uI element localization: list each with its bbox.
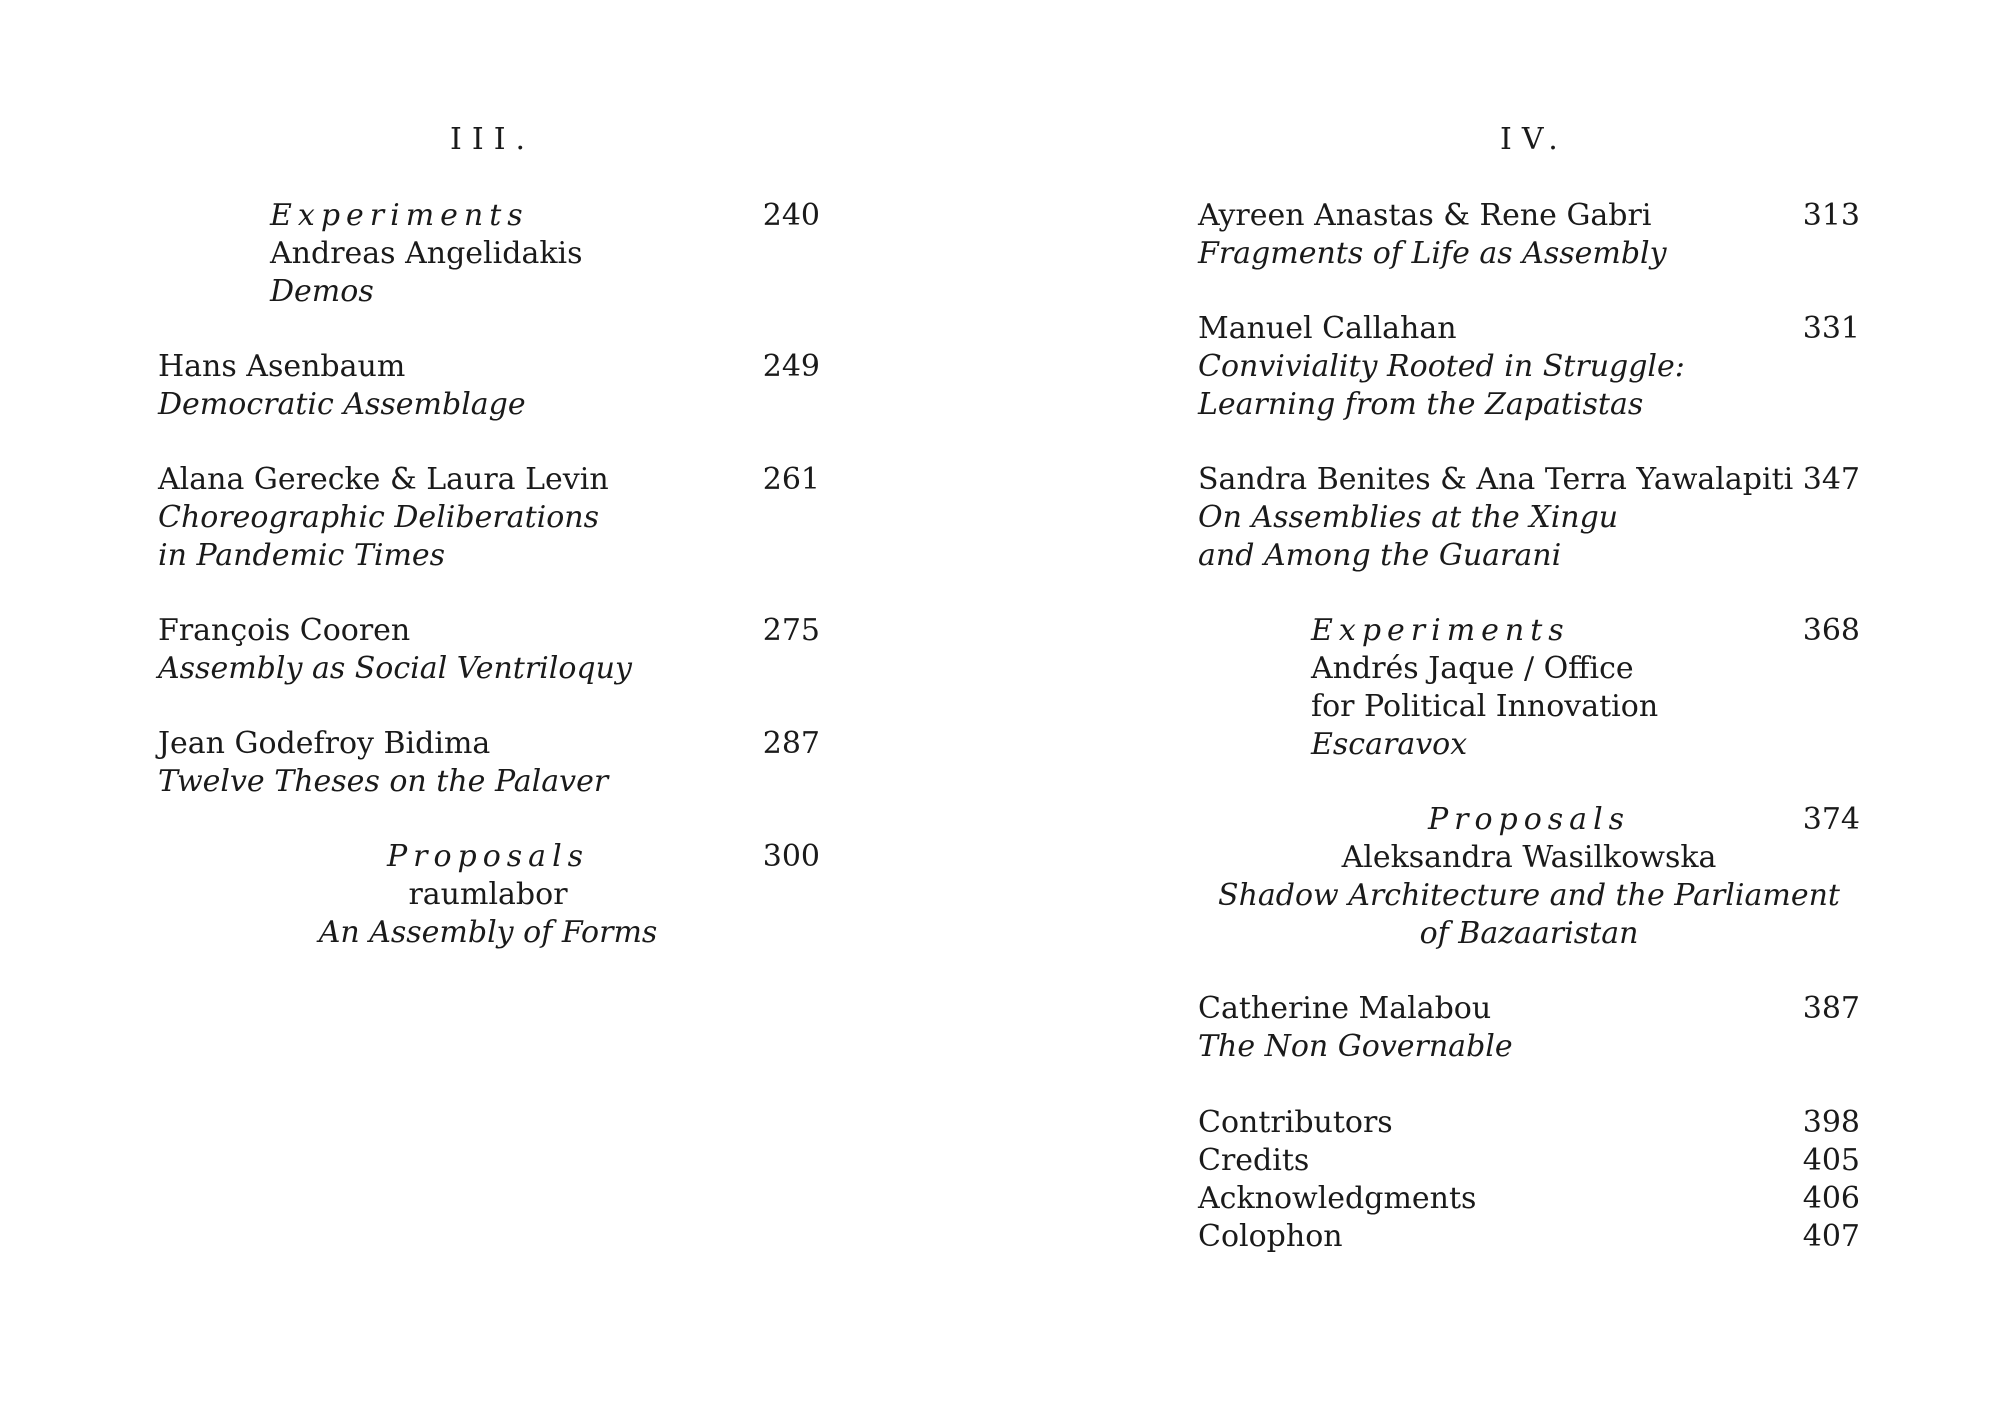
page-number: 407 (1802, 1219, 1860, 1254)
entry-title: Demos (270, 274, 374, 309)
toc-entry-experiments-jaque[interactable] (1311, 612, 1860, 764)
entry-title: Democratic Assemblage (158, 387, 526, 422)
entry-author: Andreas Angelidakis (270, 236, 583, 271)
section-label: Proposals (1427, 802, 1631, 837)
page-number: 249 (762, 349, 820, 384)
toc-entry-contributors[interactable] (1198, 1104, 1860, 1142)
entry-title: An Assembly of Forms (318, 915, 658, 950)
entry-author: Catherine Malabou (1198, 991, 1492, 1026)
toc-entry-asenbaum[interactable] (158, 348, 820, 424)
page-number: 387 (1802, 991, 1860, 1026)
entry-author: Sandra Benites & Ana Terra Yawalapiti (1198, 462, 1794, 497)
toc-entry-anastas-gabri[interactable] (1198, 197, 1860, 273)
toc-entry-cooren[interactable] (158, 612, 820, 688)
page-number: 347 (1802, 462, 1860, 497)
page-number: 313 (1802, 198, 1860, 233)
entry-title-line-1: Choreographic Deliberations (158, 500, 599, 535)
entry-title: Escaravox (1311, 727, 1468, 762)
page-number: 261 (762, 462, 820, 497)
entry-author: Alana Gerecke & Laura Levin (158, 462, 609, 497)
page-number: 287 (762, 726, 820, 761)
page-number: 405 (1802, 1143, 1860, 1178)
entry-author: raumlabor (408, 877, 568, 912)
page-number: 240 (762, 198, 820, 233)
entry-title: The Non Governable (1198, 1029, 1513, 1064)
entry-label: Colophon (1198, 1219, 1343, 1254)
section-label: Experiments (270, 198, 529, 233)
entry-title-line-2: and Among the Guarani (1198, 538, 1562, 573)
page-number: 300 (762, 839, 820, 874)
page-number: 275 (762, 613, 820, 648)
toc-entry-acknowledgments[interactable] (1198, 1180, 1860, 1218)
entry-author: François Cooren (158, 613, 411, 648)
entry-label: Credits (1198, 1143, 1310, 1178)
page-number: 331 (1802, 311, 1860, 346)
entry-title-line-1: On Assemblies at the Xingu (1198, 500, 1619, 535)
section-iv-title: IV. (1500, 122, 1568, 157)
entry-author: Jean Godefroy Bidima (158, 726, 491, 761)
page-number: 368 (1802, 613, 1860, 648)
page-number: 374 (1802, 802, 1860, 837)
entry-title-line-1: Conviviality Rooted in Struggle: (1198, 349, 1685, 384)
toc-entry-experiments-angelidakis[interactable] (270, 197, 820, 311)
entry-author: Manuel Callahan (1198, 311, 1457, 346)
section-label: Proposals (386, 839, 590, 874)
toc-entry-colophon[interactable] (1198, 1218, 1860, 1256)
entry-author-line-2: for Political Innovation (1311, 689, 1659, 724)
entry-label: Contributors (1198, 1105, 1393, 1140)
entry-title: Fragments of Life as Assembly (1198, 236, 1667, 271)
toc-entry-credits[interactable] (1198, 1142, 1860, 1180)
toc-entry-callahan[interactable] (1198, 310, 1860, 424)
entry-title-line-2: in Pandemic Times (158, 538, 446, 573)
entry-label: Acknowledgments (1198, 1181, 1477, 1216)
entry-author: Ayreen Anastas & Rene Gabri (1198, 198, 1652, 233)
toc-entry-proposals-wasilkowska[interactable] (1198, 801, 1860, 951)
page-number: 398 (1802, 1105, 1860, 1140)
toc-entry-malabou[interactable] (1198, 990, 1860, 1066)
section-label: Experiments (1311, 613, 1570, 648)
entry-author-line-1: Andrés Jaque / Office (1311, 651, 1634, 686)
toc-entry-benites-yawalapiti[interactable] (1198, 461, 1860, 575)
toc-entry-gerecke-levin[interactable] (158, 461, 820, 575)
entry-author: Aleksandra Wasilkowska (1341, 840, 1717, 875)
page-number: 406 (1802, 1181, 1860, 1216)
toc-entry-bidima[interactable] (158, 725, 820, 801)
entry-title-line-2: of Bazaaristan (1419, 916, 1639, 951)
entry-title-line-2: Learning from the Zapatistas (1198, 387, 1644, 422)
section-iii-title: III. (450, 122, 536, 157)
entry-title: Twelve Theses on the Palaver (158, 764, 609, 799)
entry-title: Assembly as Social Ventriloquy (158, 651, 632, 686)
entry-title-line-1: Shadow Architecture and the Parliament (1218, 878, 1840, 913)
entry-author: Hans Asenbaum (158, 349, 406, 384)
